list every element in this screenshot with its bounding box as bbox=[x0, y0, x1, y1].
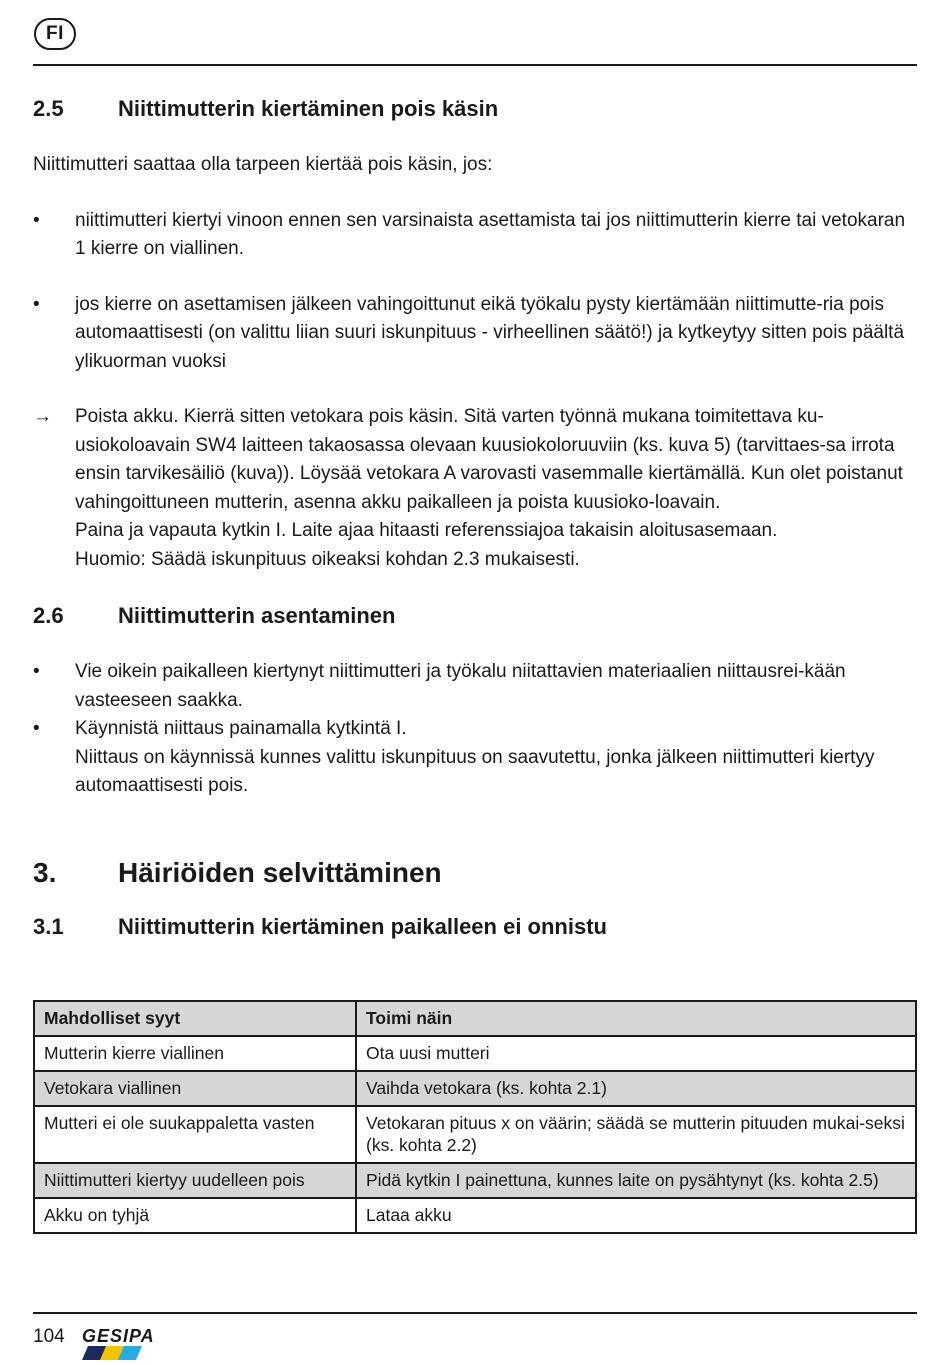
section-3-1-heading bbox=[33, 912, 917, 942]
table-cell: Mutterin kierre viallinen bbox=[34, 1036, 356, 1071]
section-2-6-heading bbox=[33, 601, 917, 631]
table-cell: Niittimutteri kiertyy uudelleen pois bbox=[34, 1163, 356, 1198]
brand-name: GESIPA bbox=[82, 1326, 155, 1346]
logo-stripes-icon bbox=[82, 1346, 142, 1360]
table-cell: Vetokara viallinen bbox=[34, 1071, 356, 1106]
list-item bbox=[33, 715, 917, 801]
gesipa-logo bbox=[82, 1326, 172, 1360]
list-item bbox=[33, 207, 917, 264]
bullet-icon: • bbox=[33, 661, 40, 682]
language-code: FI bbox=[46, 23, 64, 44]
action-step: Paina ja vapauta kytkin I. Laite ajaa hitaasti referenssiajoa takaisin aloitusasemaan. bbox=[75, 520, 778, 541]
table-cell: Vaihda vetokara (ks. kohta 2.1) bbox=[356, 1071, 916, 1106]
list-item-text: niittimutteri kiertyi vinoon ennen sen varsinaista asettamista tai jos niittimutterin kierre tai vetokaran 1 kierre on viallinen. bbox=[75, 209, 906, 259]
list-item bbox=[33, 291, 917, 377]
table-row bbox=[34, 1106, 916, 1163]
bullet-icon: • bbox=[33, 293, 40, 315]
page-number: 104 bbox=[33, 1326, 65, 1347]
table-cell: Ota uusi mutteri bbox=[356, 1036, 916, 1071]
action-text bbox=[75, 403, 917, 574]
section-2-5-intro: Niittimutteri saattaa olla tarpeen kiertää pois käsin, jos: bbox=[33, 154, 493, 175]
table-row bbox=[34, 1163, 916, 1198]
list-item-line: Käynnistä niittaus painamalla kytkintä I. bbox=[75, 718, 407, 739]
list-item-text: Vie oikein paikalleen kiertynyt niittimutteri ja työkalu niitattavien materiaalien niittausrei-kään vasteeseen saakka. bbox=[75, 661, 846, 711]
list-item-line: Niittaus on käynnissä kunnes valittu iskunpituus on saavutettu, jonka jälkeen niittimutteri kiertyy automaattisesti pois. bbox=[75, 746, 875, 796]
table-cell: Akku on tyhjä bbox=[34, 1198, 356, 1233]
language-badge bbox=[34, 18, 76, 50]
table-cell: Pidä kytkin I painettuna, kunnes laite on pysähtynyt (ks. kohta 2.5) bbox=[356, 1163, 916, 1198]
top-divider bbox=[33, 64, 917, 66]
action-step: Poista akku. Kierrä sitten vetokara pois käsin. Sitä varten työnnä mukana toimitettava ku-usiokoloavain SW4 laitteen takaosassa olevaan kuusiokoloruuviin (ks. kuva 5) (tarvittaes-sa irrota ensin tarvikesäiliö (kuva)). Löysää vetokara A varovasti vasemmalle kiertämällä. Kun olet poistanut vahingoittuneen mutterin, asenna akku paikalleen ja poista kuusioko-loavain. bbox=[75, 406, 903, 513]
section-title: Niittimutterin kiertäminen paikalleen ei onnistu bbox=[118, 913, 607, 939]
table-cell: Mutteri ei ole suukappaletta vasten bbox=[34, 1106, 356, 1163]
action-note: Huomio: Säädä iskunpituus oikeaksi kohdan 2.3 mukaisesti. bbox=[75, 548, 580, 570]
section-number: 3. bbox=[33, 856, 57, 888]
section-3-heading bbox=[33, 854, 917, 892]
section-number: 2.6 bbox=[33, 603, 64, 628]
table-row bbox=[34, 1036, 916, 1071]
bottom-divider bbox=[33, 1312, 917, 1314]
list-item bbox=[33, 658, 917, 715]
troubleshooting-table bbox=[33, 1000, 917, 1234]
section-number: 3.1 bbox=[33, 913, 64, 939]
table-row bbox=[34, 1071, 916, 1106]
action-item bbox=[33, 403, 917, 574]
bullet-icon: • bbox=[33, 209, 40, 231]
list-item-text bbox=[75, 715, 917, 801]
table-header: Toimi näin bbox=[356, 1001, 916, 1036]
bullet-icon: • bbox=[33, 718, 40, 739]
section-2-5-heading bbox=[33, 94, 917, 124]
section-number: 2.5 bbox=[33, 96, 64, 121]
table-header: Mahdolliset syyt bbox=[34, 1001, 356, 1036]
section-title: Niittimutterin asentaminen bbox=[118, 603, 396, 628]
section-title: Niittimutterin kiertäminen pois käsin bbox=[118, 96, 499, 121]
table-header-row bbox=[34, 1001, 916, 1036]
table-cell: Vetokaran pituus x on väärin; säädä se mutterin pituuden mukai-seksi (ks. kohta 2.2) bbox=[356, 1106, 916, 1163]
arrow-right-icon: → bbox=[33, 406, 52, 427]
section-title: Häiriöiden selvittäminen bbox=[118, 856, 442, 888]
table-cell: Lataa akku bbox=[356, 1198, 916, 1233]
table-row bbox=[34, 1198, 916, 1233]
document-body bbox=[33, 94, 917, 942]
list-item-text: jos kierre on asettamisen jälkeen vahingoittunut eikä työkalu pysty kiertämään niittimutte-ria pois automaattisesti (on valittu liian suuri iskunpituus - virheellinen säätö!) ja kytkeytyy sitten pois päältä ylikuorman vuoksi bbox=[75, 293, 905, 372]
